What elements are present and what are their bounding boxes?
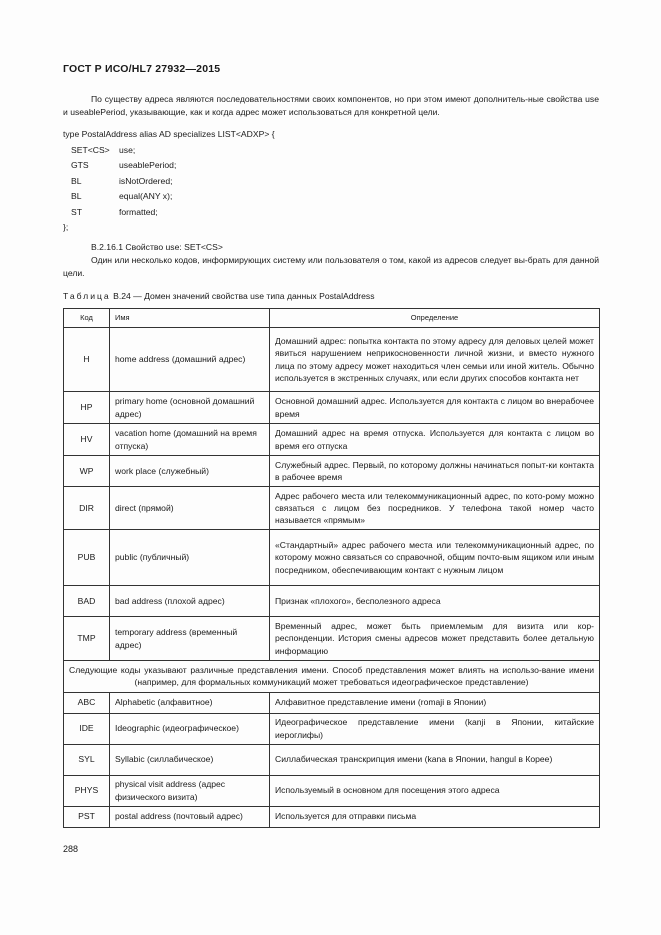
section-paragraph: Один или несколько кодов, информирующих систему или пользователя о том, какой из адресов следует вы-брать для данной цели. xyxy=(63,255,599,278)
code-type: GTS xyxy=(71,160,89,170)
code-last-line: }; xyxy=(63,222,69,232)
table-row xyxy=(64,424,600,456)
table-row xyxy=(64,775,600,806)
cell-definition: Служебный адрес. Первый, по которому должны начинаться попыт-ки контакта в рабочее время xyxy=(270,456,600,487)
cell-code: PST xyxy=(64,806,110,827)
cell-name: direct (прямой) xyxy=(110,487,270,530)
cell-definition: Алфавитное представление имени (romaji в Японии) xyxy=(270,692,600,713)
code-name: isNotOrdered; xyxy=(119,175,173,186)
table-caption xyxy=(63,291,375,301)
cell-name: primary home (основной домашний адрес) xyxy=(110,392,270,424)
cell-name: Alphabetic (алфавитное) xyxy=(110,692,270,713)
cell-code: TMP xyxy=(64,617,110,661)
table-span-row xyxy=(64,661,600,693)
cell-name: temporary address (временный адрес) xyxy=(110,617,270,661)
cell-code: HP xyxy=(64,392,110,424)
intro-paragraph: По существу адреса являются последовательностями своих компонентов, но при этом имеют дополнитель-ные свойства use и useablePeriod, указывающие, как и когда адрес может использоваться для конкретной цели. xyxy=(63,94,599,117)
header-definition: Определение xyxy=(270,309,600,328)
cell-code: HV xyxy=(64,424,110,456)
table-row xyxy=(64,713,600,744)
document-header: ГОСТ Р ИСО/HL7 27932—2015 xyxy=(63,63,221,75)
code-name: formatted; xyxy=(119,206,158,217)
table-row xyxy=(64,586,600,617)
cell-name: home address (домашний адрес) xyxy=(110,328,270,392)
table-header-row xyxy=(64,309,600,328)
code-first-line: type PostalAddress alias AD specializes LIST<ADXP> { xyxy=(63,129,275,139)
cell-code: PHYS xyxy=(64,775,110,806)
cell-definition: Идеографическое представление имени (kanji в Японии, китайские иероглифы) xyxy=(270,713,600,744)
code-name: use; xyxy=(119,144,136,155)
code-block xyxy=(63,127,275,236)
cell-code: IDE xyxy=(64,713,110,744)
header-code: Код xyxy=(64,309,110,328)
table-row xyxy=(64,487,600,530)
cell-definition: Используемый в основном для посещения этого адреса xyxy=(270,775,600,806)
span-note: Следующие коды указывают различные представления имени. Способ представления может влиять на использо-вание имени (например, для формальных коммуникаций может требоваться идеографическое представление) xyxy=(64,661,600,693)
cell-code: DIR xyxy=(64,487,110,530)
table-row xyxy=(64,456,600,487)
cell-definition: Основной домашний адрес. Используется для контакта с лицом во внерабочее время xyxy=(270,392,600,424)
table-row xyxy=(64,692,600,713)
table-row xyxy=(64,617,600,661)
code-type: ST xyxy=(71,206,82,217)
cell-definition: Домашний адрес на время отпуска. Используется для контакта с лицом во время его отпуска xyxy=(270,424,600,456)
cell-code: ABC xyxy=(64,692,110,713)
table-row xyxy=(64,328,600,392)
code-name: equal(ANY x); xyxy=(119,191,173,201)
cell-name: Ideographic (идеографическое) xyxy=(110,713,270,744)
table-caption-text: B.24 — Домен значений свойства use типа данных PostalAddress xyxy=(113,291,375,301)
values-table xyxy=(63,308,600,828)
cell-name: postal address (почтовый адрес) xyxy=(110,806,270,827)
cell-definition: Используется для отправки письма xyxy=(270,806,600,827)
cell-code: PUB xyxy=(64,530,110,586)
section-title: B.2.16.1 Свойство use: SET<CS> xyxy=(91,242,223,252)
page-number: 288 xyxy=(63,844,79,854)
cell-definition: Силлабическая транскрипция имени (kana в Японии, hangul в Корее) xyxy=(270,744,600,775)
code-name: useablePeriod; xyxy=(119,160,177,170)
cell-code: WP xyxy=(64,456,110,487)
table-row xyxy=(64,530,600,586)
cell-code: BAD xyxy=(64,586,110,617)
code-type: SET<CS> xyxy=(71,144,110,155)
cell-code: H xyxy=(64,328,110,392)
table-row xyxy=(64,392,600,424)
cell-code: SYL xyxy=(64,744,110,775)
cell-name: vacation home (домашний на время отпуска) xyxy=(110,424,270,456)
code-type: BL xyxy=(71,191,82,201)
cell-name: Syllabic (силлабическое) xyxy=(110,744,270,775)
cell-definition: Временный адрес, может быть приемлемым для визита или кор-респонденции. История смены адресов может представить более детальную информацию xyxy=(270,617,600,661)
table-row xyxy=(64,806,600,827)
cell-name: physical visit address (адрес физического визита) xyxy=(110,775,270,806)
cell-definition: Домашний адрес: попытка контакта по этому адресу для деловых целей может явиться нарушением неприкосновенности личной жизни, и вместо нужного лица по этому адресу может находиться член семьи или иной житель. Обычно используется в экстренных случаях, или если других способов контакта нет xyxy=(270,328,600,392)
cell-name: public (публичный) xyxy=(110,530,270,586)
header-name: Имя xyxy=(110,309,270,328)
cell-definition: «Стандартный» адрес рабочего места или телекоммуникационный адрес, по которому можно связаться со справочной, общим почто-вым ящиком или иным посредником, обеспечивающим контакт с нужным лицом xyxy=(270,530,600,586)
cell-definition: Признак «плохого», бесполезного адреса xyxy=(270,586,600,617)
code-type: BL xyxy=(71,175,82,186)
table-caption-label: Таблица xyxy=(63,291,111,301)
cell-definition: Адрес рабочего места или телекоммуникационный адрес, по кото-рому можно связаться с лицом без посредников. У телефона такой номер часто называется «прямым» xyxy=(270,487,600,530)
cell-name: work place (служебный) xyxy=(110,456,270,487)
table-row xyxy=(64,744,600,775)
cell-name: bad address (плохой адрес) xyxy=(110,586,270,617)
